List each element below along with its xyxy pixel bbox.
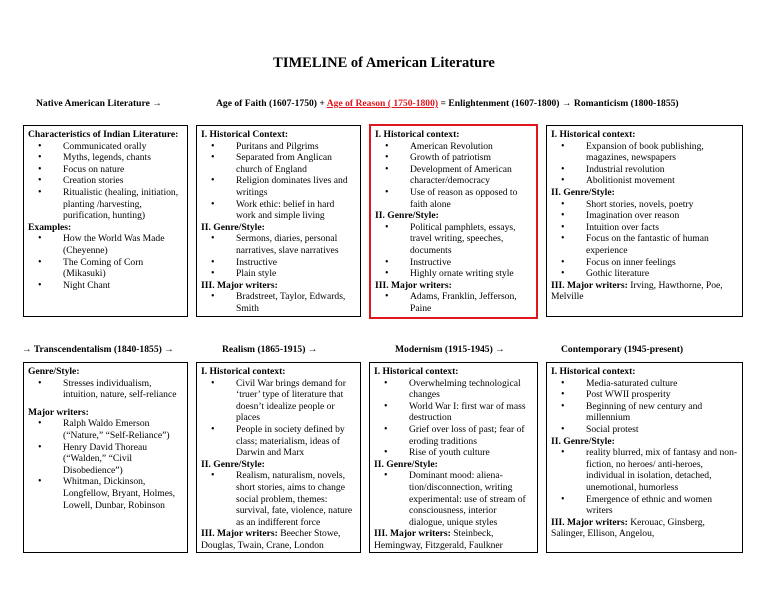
list-item: • Myths, legends, chants: [28, 152, 183, 164]
list-item: • Beginning of new century and millennium: [551, 401, 738, 424]
list-item: • Work ethic: belief in hard work and simple living: [201, 199, 356, 222]
box-romanticism: [546, 125, 743, 317]
list-item: • Night Chant: [28, 280, 183, 292]
list-item: • Expansion of book publishing, magazines, newspapers: [551, 141, 738, 164]
modernism-writers: [374, 528, 533, 551]
reason-writers-list: [375, 291, 532, 314]
list-item: • Rise of youth culture: [374, 447, 533, 459]
box-native-american: [23, 125, 188, 317]
native-heading: Characteristics of Indian Literature:: [28, 129, 179, 140]
list-item: • Civil War brings demand for ‘truer’ type of literature that doesn’t idealize people or places: [201, 378, 356, 424]
list-item: • Instructive: [375, 257, 532, 269]
list-item: • How the World Was Made (Cheyenne): [28, 233, 183, 256]
contemporary-writers-heading: III. Major writers:: [551, 516, 628, 528]
page-title: TIMELINE of American Literature: [273, 55, 495, 71]
list-item: • Realism, naturalism, novels, short stories, aims to change social problem, themes: survival, fate, violence, nature as an indifferent force: [201, 470, 356, 528]
list-item: • Highly ornate writing style: [375, 268, 532, 280]
box-modernism: [369, 362, 538, 553]
list-item: • Creation stories: [28, 175, 183, 187]
modernism-genre-list: [374, 470, 533, 528]
realism-writers-heading: III. Major writers:: [201, 528, 278, 540]
box-contemporary: [546, 362, 743, 553]
contemporary-historical-list: [551, 378, 738, 436]
header-modernism: Modernism (1915-1945) →: [395, 344, 505, 355]
list-item: • Religion dominates lives and writings: [201, 175, 356, 198]
list-item: • Plain style: [201, 268, 356, 280]
modernism-writers-names: Steinbeck, Hemingway, Fitzgerald, Faulkner: [374, 528, 503, 551]
contemporary-genre-list: [551, 447, 738, 517]
list-item: • Stresses individualism, intuition, nature, self-reliance: [28, 378, 183, 401]
list-item: • Henry David Thoreau (“Walden,” “Civil Disobedience”): [28, 442, 183, 477]
transcendentalism-genre-heading: Genre/Style:: [28, 366, 80, 377]
list-item: • Sermons, diaries, personal narratives, slave narratives: [201, 233, 356, 256]
header-native-american: Native American Literature →: [36, 98, 162, 109]
faith-historical-list: [201, 141, 356, 222]
realism-genre-heading: II. Genre/Style:: [201, 458, 265, 470]
header-age-of-reason: Age of Reason ( 1750-1800): [326, 98, 439, 109]
romanticism-writers: [551, 280, 738, 303]
faith-writers-list: [201, 291, 356, 314]
list-item: • Gothic literature: [551, 268, 738, 280]
native-characteristics-list: [28, 141, 183, 222]
header-transcendentalism: → Transcendentalism (1840-1855) →: [22, 344, 174, 355]
contemporary-historical-heading: I. Historical context:: [551, 366, 636, 377]
native-examples-list: [28, 233, 183, 291]
romanticism-writers-heading: III. Major writers:: [551, 279, 628, 291]
list-item: • Abolitionist movement: [551, 175, 738, 187]
list-item: • Puritans and Pilgrims: [201, 141, 356, 153]
transcendentalism-writers-heading: Major writers:: [28, 406, 89, 418]
box-transcendentalism: [23, 362, 188, 553]
faith-genre-heading: II. Genre/Style:: [201, 221, 265, 233]
list-item: • Focus on nature: [28, 164, 183, 176]
header-realism: Realism (1865-1915) →: [222, 344, 318, 355]
reason-genre-heading: II. Genre/Style:: [375, 210, 439, 222]
box-age-of-reason: [369, 124, 538, 319]
list-item: • Social protest: [551, 424, 738, 436]
list-item: • Intuition over facts: [551, 222, 738, 234]
contemporary-genre-heading: II. Genre/Style:: [551, 435, 615, 447]
header-age-of-faith: Age of Faith (1607-1750) +: [216, 98, 327, 109]
list-item: • World War I: first war of mass destruction: [374, 401, 533, 424]
list-item: • Political pamphlets, essays, travel writing, speeches, documents: [375, 222, 532, 257]
contemporary-writers-names: Kerouac, Ginsberg, Salinger, Ellison, Angelou,: [551, 516, 705, 540]
modernism-writers-heading: III. Major writers:: [374, 528, 451, 540]
realism-historical-list: [201, 378, 356, 459]
modernism-historical-list: [374, 378, 533, 459]
list-item: • Focus on inner feelings: [551, 257, 738, 269]
list-item: • Whitman, Dickinson, Longfellow, Bryant, Holmes, Lowell, Dunbar, Robinson: [28, 476, 183, 511]
list-item: • Development of American character/democracy: [375, 164, 532, 187]
list-item: • The Coming of Corn (Mikasuki): [28, 257, 183, 280]
list-item: • Growth of patriotism: [375, 152, 532, 164]
romanticism-historical-heading: I. Historical context:: [551, 129, 636, 140]
list-item: • Instructive: [201, 257, 356, 269]
list-item: • Use of reason as opposed to faith alone: [375, 187, 532, 210]
box-realism: [196, 362, 361, 553]
list-item: • Post WWII prosperity: [551, 389, 738, 401]
romanticism-genre-list: [551, 199, 738, 280]
romanticism-historical-list: [551, 141, 738, 187]
list-item: • Bradstreet, Taylor, Edwards, Smith: [201, 291, 356, 314]
list-item: • Separated from Anglican church of England: [201, 152, 356, 175]
box-age-of-faith: [196, 125, 361, 317]
list-item: • Focus on the fantastic of human experience: [551, 233, 738, 256]
header-contemporary: Contemporary (1945-present): [561, 344, 684, 355]
list-item: • People in society defined by class; materialism, ideas of Darwin and Marx: [201, 424, 356, 459]
list-item: • Industrial revolution: [551, 164, 738, 176]
list-item: • Emergence of ethnic and women writers: [551, 494, 738, 517]
transcendentalism-genre-list: [28, 378, 183, 401]
realism-historical-heading: I. Historical context:: [201, 366, 286, 377]
reason-historical-heading: I. Historical context:: [375, 129, 460, 140]
list-item: • reality blurred, mix of fantasy and non-fiction, no heroes/ anti-heroes, individual in isolation, detached, unemotional, humorless: [551, 447, 738, 493]
realism-writers-names: Beecher Stowe, Douglas, Twain, Crane, London: [201, 528, 341, 551]
list-item: • Dominant mood: aliena-tion/disconnection, writing experimental: use of stream of consciousness, interior dialogue, unique styles: [374, 470, 533, 528]
list-item: • Imagination over reason: [551, 210, 738, 222]
reason-genre-list: [375, 222, 532, 280]
modernism-genre-heading: II. Genre/Style:: [374, 458, 438, 470]
romanticism-writers-names: Irving, Hawthorne, Poe, Melville: [551, 279, 723, 303]
list-item: • Communicated orally: [28, 141, 183, 153]
faith-historical-heading: I. Historical Context:: [201, 129, 289, 140]
romanticism-genre-heading: II. Genre/Style:: [551, 186, 615, 198]
reason-historical-list: [375, 141, 532, 211]
header-enlightenment-romanticism: [216, 98, 679, 109]
faith-writers-heading: III. Major writers:: [201, 279, 278, 291]
header-enlightenment: = Enlightenment (1607-1800) → Romanticism (1800-1855): [438, 98, 679, 109]
native-examples-label: Examples:: [28, 221, 72, 233]
list-item: • Ritualistic (healing, initiation, planting /harvesting, purification, hunting): [28, 187, 183, 222]
realism-genre-list: [201, 470, 356, 528]
list-item: • Grief over loss of past; fear of eroding traditions: [374, 424, 533, 447]
reason-writers-heading: III. Major writers:: [375, 279, 452, 291]
transcendentalism-writers-list: [28, 418, 183, 511]
modernism-historical-heading: I. Historical context:: [374, 366, 459, 377]
list-item: • American Revolution: [375, 141, 532, 153]
contemporary-writers: [551, 517, 738, 540]
faith-genre-list: [201, 233, 356, 279]
realism-writers: [201, 528, 356, 551]
list-item: • Media-saturated culture: [551, 378, 738, 390]
list-item: • Short stories, novels, poetry: [551, 199, 738, 211]
list-item: • Overwhelming technological changes: [374, 378, 533, 401]
list-item: • Ralph Waldo Emerson (“Nature,” “Self-Reliance”): [28, 418, 183, 441]
list-item: • Adams, Franklin, Jefferson, Paine: [375, 291, 532, 314]
